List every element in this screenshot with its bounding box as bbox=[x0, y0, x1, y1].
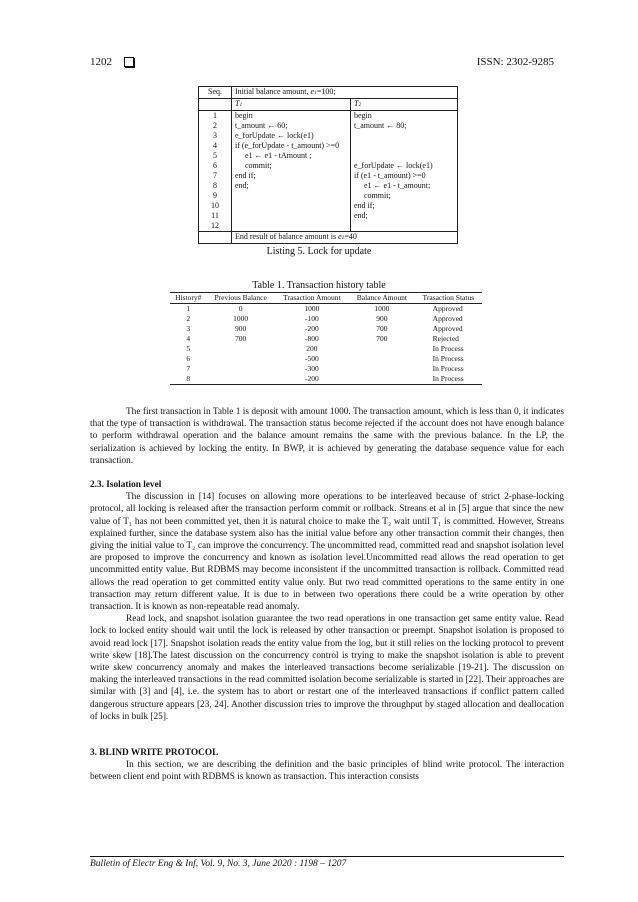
t2-code: begin t_amount ← 80; e_forUpdate ← lock(e1) if (e1 - t_amount) >=0 e1 ← e1 - t_amount; commit; end if; end; bbox=[351, 111, 458, 232]
table-row: 8 -200 In Process bbox=[170, 374, 482, 385]
issn: ISSN: 2302-9285 bbox=[476, 56, 554, 68]
table-row: 3 900 -200 700 Approved bbox=[186, 324, 463, 333]
listing-caption: Listing 5. Lock for update bbox=[266, 246, 372, 257]
paragraph: In this section, we are describing the definition and the basic principles of blind write protocol. The interaction between client end point with RDBMS is known as transaction. This interaction consists bbox=[90, 760, 564, 783]
square-icon bbox=[124, 57, 134, 67]
end-result: End result of balance amount is e1=40 bbox=[232, 232, 458, 244]
section-heading: 3. BLIND WRITE PROTOCOL bbox=[90, 748, 219, 759]
paragraph: Read lock, and snapshot isolation guarantee the two read operations in one transaction get same entity value. Read lock to locked entity should wait until the lock is released by other transaction or preempt. Snapshot isolation is proposed to avoid read lock [17]. Snapshot isolation reads the entity value from the log, but it still relies on the locking protocol to prevent write skew [18].The latest discussion on the concurrency control is trying to make the snapshot isolation is able to prevent write skew concurrency anomaly and makes the interleaved transactions become serializable [19-21]. The discussion on making the interleaved transactions in the read committed isolation become serializable is started in [22]. Their approaches are similar with [3] and [4], i.e. the system has to abort or restart one of the interleaved transactions if conflict pattern called dangerous structure appears [23, 24]. Another discussion tries to improve the throughput by staged allocation and deallocation of locks in bulk [25]. bbox=[90, 614, 564, 722]
table-header-row: History# Previous Balance Trasaction Amount Balance Amount Trasaction Status bbox=[170, 293, 482, 304]
listing-table bbox=[198, 86, 458, 244]
table-row: 1 0 1000 1000 Approved bbox=[186, 304, 463, 313]
initial-balance: Initial balance amount, e1=100; bbox=[232, 87, 458, 99]
paragraph: The discussion in [14] focuses on allowing more operations to be interleaved because of strict 2-phase-locking protocol, all locking is released after the transaction perform commit or rollback. Streans et al in [5] argue that since the new value of T₁ has not been committed yet, then it is natural choice to make the T₂ wait until T₁ is committed. However, Streans explained further, since the database system also has the initial value before any other transaction commit their changes, then giving the initial value to T₂ can improve the concurrency. The uncommitted read, committed read and snapshot isolation level are proposed to improve the concurrency and known as isolation level.Uncommitted read allows the read operation to get uncommitted entity value. But RDBMS may become inconsistent if the uncommitted transaction is rollback. Committed read allows the read operation to get committed entity value only. But two read committed operations to the same entity in one transaction may return different value. It is due to in between two operations there could be a write operation by other transaction. It is known as non-repeatable read anomaly. bbox=[90, 492, 564, 613]
seq-header: Seq. bbox=[199, 87, 232, 99]
table-row: 2 1000 -100 900 Approved bbox=[186, 314, 463, 323]
t1-code: begin t_amount ← 60; e_forUpdate ← lock(e1) if (e_forUpdate - t_amount) >=0 e1 ← e1 - tAmount ; commit; end if; end; bbox=[232, 111, 351, 232]
footer-rule bbox=[90, 856, 564, 857]
seq-numbers: 1 2 3 4 5 6 7 8 9 10 11 12 bbox=[199, 111, 232, 232]
page-header bbox=[90, 56, 554, 72]
table-row: 4 700 -800 700 Rejected bbox=[186, 334, 459, 343]
table-caption: Table 1. Transaction history table bbox=[252, 280, 386, 291]
section-heading: 2.3. Isolation level bbox=[90, 480, 162, 491]
body-text bbox=[90, 406, 564, 784]
t1-header: T1 bbox=[232, 99, 351, 111]
table-row: 5 200 In Process bbox=[186, 344, 464, 353]
footer: Bulletin of Electr Eng & Inf, Vol. 9, No. 3, June 2020 : 1198 – 1207 bbox=[90, 859, 347, 869]
page-number: 1202 bbox=[90, 56, 112, 68]
table-row: 7 -300 In Process bbox=[186, 364, 464, 373]
history-table bbox=[170, 292, 482, 385]
paragraph: The first transaction in Table 1 is deposit with amount 1000. The transaction amount, which is less than 0, it indicates that the type of transaction is withdrawal. The transaction status become rejected if the account does not have enough balance to perform withdrawal operation and the balance amount remains the same with the previous balance. In the LP, the serialization is achieved by locking the entity. In BWP, it is achieved by generating the database sequence value for each transaction. bbox=[90, 407, 564, 466]
t2-header: T2 bbox=[351, 99, 458, 111]
table-row: 6 -500 In Process bbox=[186, 354, 464, 363]
